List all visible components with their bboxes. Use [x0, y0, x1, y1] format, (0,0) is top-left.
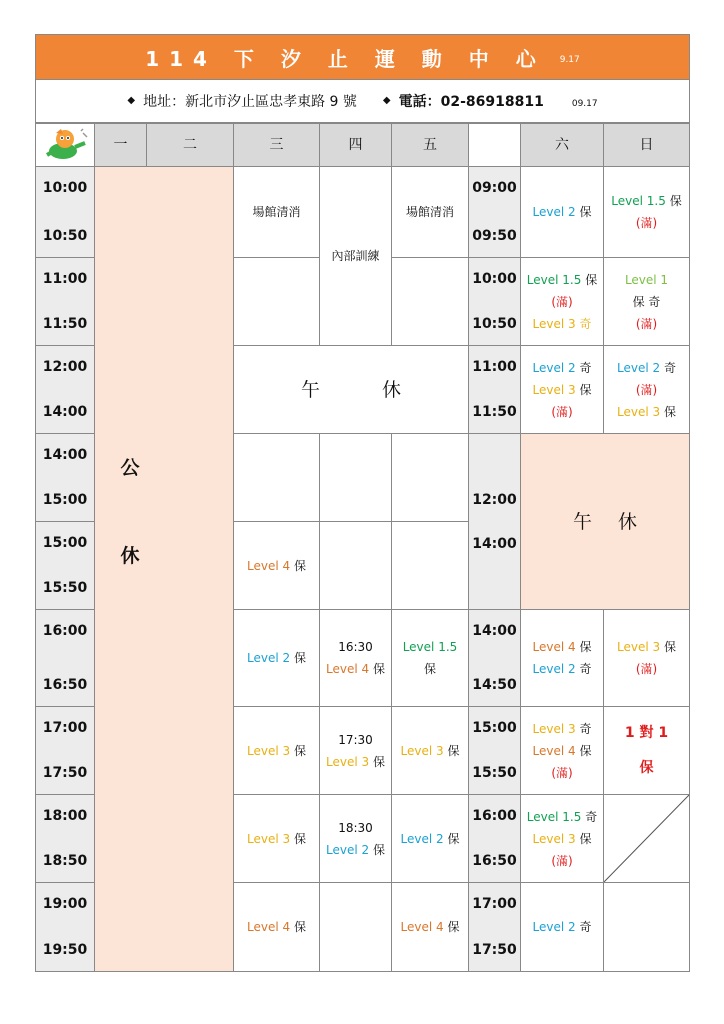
private-lesson-cell: 1 對 1 保 [603, 706, 690, 795]
time-slot: 15:00 15:50 [35, 521, 95, 610]
class-cell: Level 2 保 [391, 794, 469, 883]
time-slot: 16:00 16:50 [468, 794, 521, 883]
class-cell: Level 2 奇 Level 3 保 (滿) [520, 345, 604, 434]
page-title [35, 34, 690, 80]
time-slot: 10:00 10:50 [468, 257, 521, 346]
class-cell: Level 1.5 保 (滿) [603, 166, 690, 258]
empty-cell [391, 521, 469, 610]
empty-cell [391, 433, 469, 522]
day-header-sat: 六 [520, 123, 604, 167]
class-cell: Level 1.5 保 (滿) Level 3 奇 [520, 257, 604, 346]
time-slot: 16:00 16:50 [35, 609, 95, 707]
class-cell: Level 1.5 保 [391, 609, 469, 707]
day-header-wed: 三 [233, 123, 320, 167]
cleaning-cell: 場館清消 [391, 166, 469, 258]
class-cell: Level 3 保 [233, 794, 320, 883]
contact-info [35, 79, 690, 123]
day-header-sun: 日 [603, 123, 690, 167]
internal-training-cell: 內部訓練 [319, 166, 392, 346]
class-cell: Level 2 保 [520, 166, 604, 258]
lunch-break-weekday: 午 休 [233, 345, 469, 434]
time-slot: 14:00 14:50 [468, 609, 521, 707]
unavailable-cell [603, 794, 690, 883]
phone-version: 09.17 [571, 98, 598, 109]
mascot-icon [35, 123, 95, 167]
time-slot: 19:00 19:50 [35, 882, 95, 972]
empty-cell [319, 521, 392, 610]
class-cell: 17:30 Level 3 保 [319, 706, 392, 795]
time-slot: 18:00 18:50 [35, 794, 95, 883]
day-header-mon: 一 [94, 123, 147, 167]
day-header-fri: 五 [391, 123, 469, 167]
time-slot: 10:00 10:50 [35, 166, 95, 258]
class-cell: 16:30 Level 4 保 [319, 609, 392, 707]
schedule-table [35, 123, 690, 972]
class-cell: Level 3 保 [233, 706, 320, 795]
time-slot: 12:00 14:00 [35, 345, 95, 434]
class-cell: Level 4 保 [233, 521, 320, 610]
lunch-break-weekend: 午 休 [520, 433, 690, 610]
day-header-tue: 二 [146, 123, 234, 167]
class-cell: Level 2 保 [233, 609, 320, 707]
class-cell: Level 3 保 (滿) [603, 609, 690, 707]
class-cell: Level 2 奇 [520, 882, 604, 972]
empty-cell [233, 433, 320, 522]
title-text: 114 下 汐 止 運 動 中 心 [145, 46, 546, 71]
time-slot: 11:00 11:50 [468, 345, 521, 434]
class-cell: Level 3 奇 Level 4 保 (滿) [520, 706, 604, 795]
class-cell: Level 1 保 奇 (滿) [603, 257, 690, 346]
diamond-bullet-icon: ◆ [127, 95, 136, 106]
cleaning-cell: 場館清消 [233, 166, 320, 258]
time-slot: 11:00 11:50 [35, 257, 95, 346]
time-slot: 15:00 15:50 [468, 706, 521, 795]
time-slot: 14:00 15:00 [35, 433, 95, 522]
diagonal-line-icon [604, 795, 689, 882]
closed-block: 公 休 [94, 166, 234, 972]
class-cell: Level 2 奇 (滿) Level 3 保 [603, 345, 690, 434]
class-cell: Level 3 保 [391, 706, 469, 795]
empty-cell [391, 257, 469, 346]
class-cell: Level 4 保 [391, 882, 469, 972]
time-slot: 17:00 17:50 [35, 706, 95, 795]
diamond-bullet-icon: ◆ [382, 95, 391, 106]
address-text: 地址：新北市汐止區忠孝東路 9 號 [143, 93, 357, 110]
time-slot: 12:00 14:00 [468, 433, 521, 610]
phone-text: 電話：02-86918811 [398, 93, 544, 110]
class-cell: 18:30 Level 2 保 [319, 794, 392, 883]
class-cell: Level 4 保 [233, 882, 320, 972]
empty-cell [319, 433, 392, 522]
empty-cell [233, 257, 320, 346]
empty-cell [319, 882, 392, 972]
day-header-thu: 四 [319, 123, 392, 167]
class-cell: Level 4 保 Level 2 奇 [520, 609, 604, 707]
weekend-time-header [468, 123, 521, 167]
title-version: 9.17 [559, 55, 580, 65]
time-slot: 17:00 17:50 [468, 882, 521, 972]
time-slot: 09:00 09:50 [468, 166, 521, 258]
empty-cell [603, 882, 690, 972]
class-cell: Level 1.5 奇 Level 3 保 (滿) [520, 794, 604, 883]
schedule-sheet [35, 34, 690, 972]
